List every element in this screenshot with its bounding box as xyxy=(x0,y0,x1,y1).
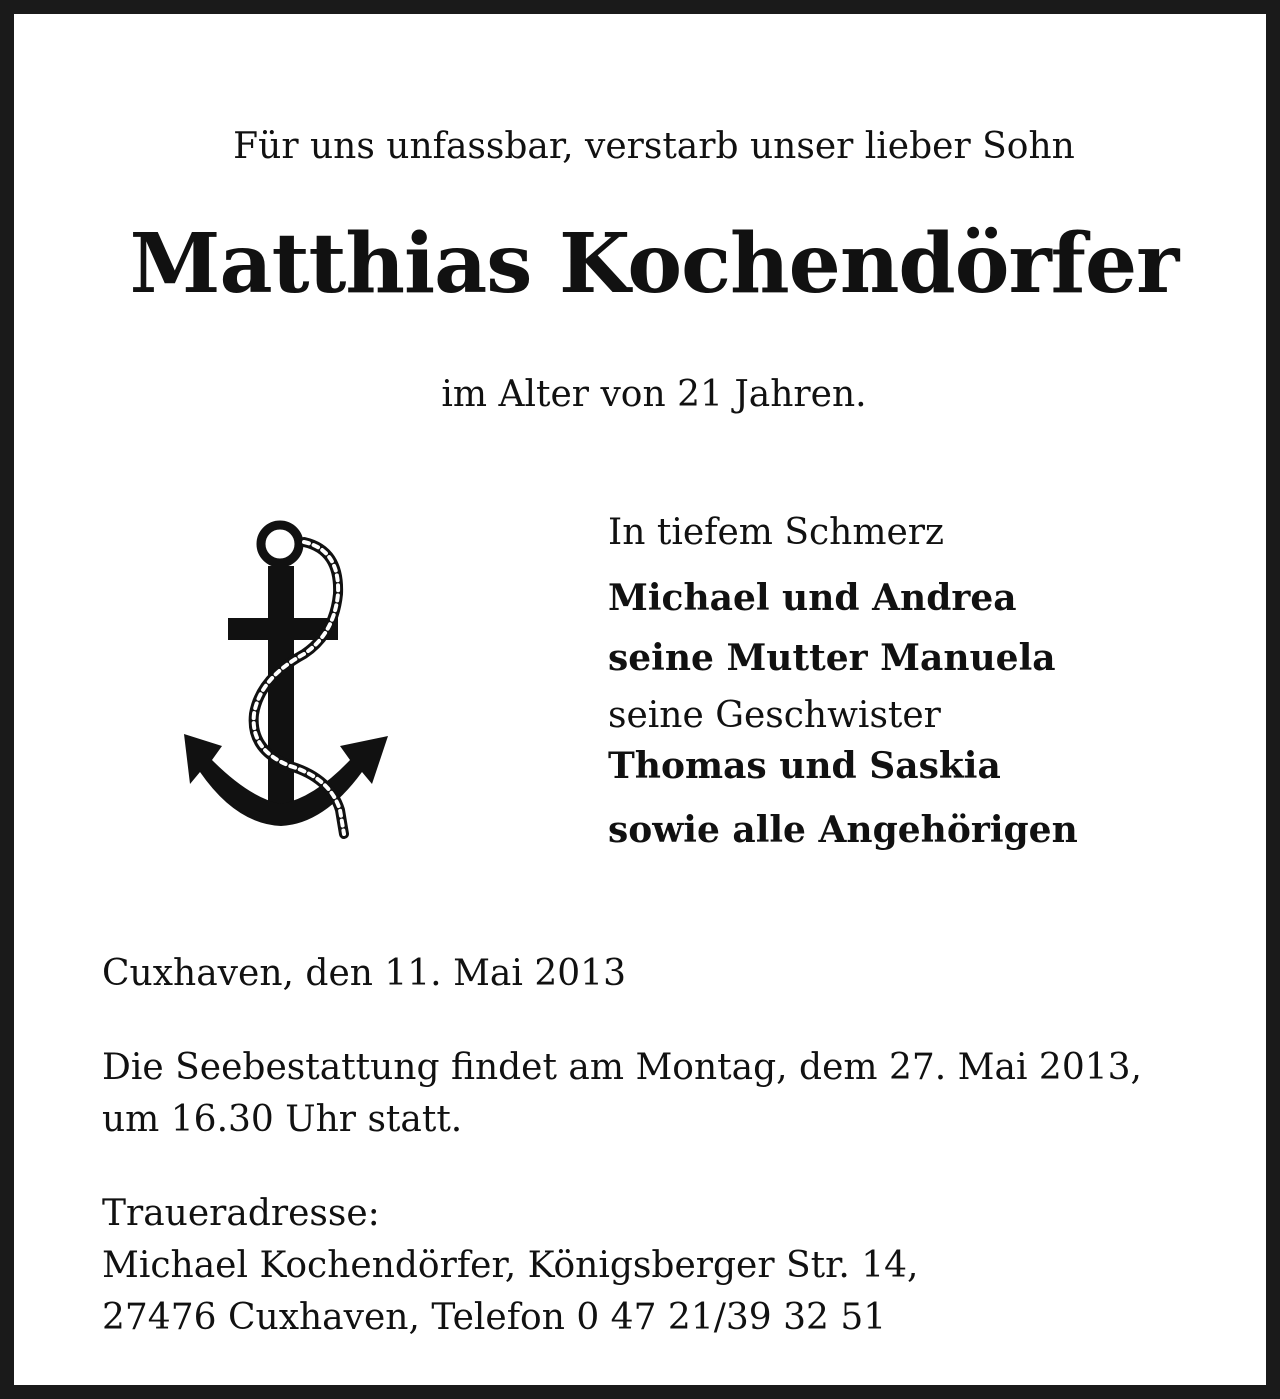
siblings-label: seine Geschwister xyxy=(608,695,941,736)
burial-info xyxy=(102,1042,1242,1146)
deceased-name: Matthias Kochendörfer xyxy=(129,216,1179,312)
mourner-parents: Michael und Andrea xyxy=(608,577,1017,619)
mourners-intro: In tiefem Schmerz xyxy=(608,512,944,553)
place-date: Cuxhaven, den 11. Mai 2013 xyxy=(102,953,626,994)
age-text: im Alter von 21 Jahren. xyxy=(441,374,867,415)
address-line-1: Michael Kochendörfer, Königsberger Str. 14, xyxy=(102,1245,919,1286)
intro-text: Für uns unfassbar, verstarb unser lieber Sohn xyxy=(233,126,1075,167)
mourner-siblings: Thomas und Saskia xyxy=(608,745,1001,787)
mourner-mother: seine Mutter Manuela xyxy=(608,637,1056,679)
address-heading: Traueradresse: xyxy=(102,1193,380,1234)
anchor-icon xyxy=(164,514,404,854)
mourner-relatives: sowie alle Angehörigen xyxy=(608,809,1078,851)
address-line-2: 27476 Cuxhaven, Telefon 0 47 21/39 32 51 xyxy=(102,1297,887,1338)
mourners-block xyxy=(608,508,1248,860)
mourning-address xyxy=(102,1188,1242,1344)
burial-line-1: Die Seebestattung findet am Montag, dem 27. Mai 2013, xyxy=(102,1047,1142,1088)
burial-line-2: um 16.30 Uhr statt. xyxy=(102,1099,463,1140)
